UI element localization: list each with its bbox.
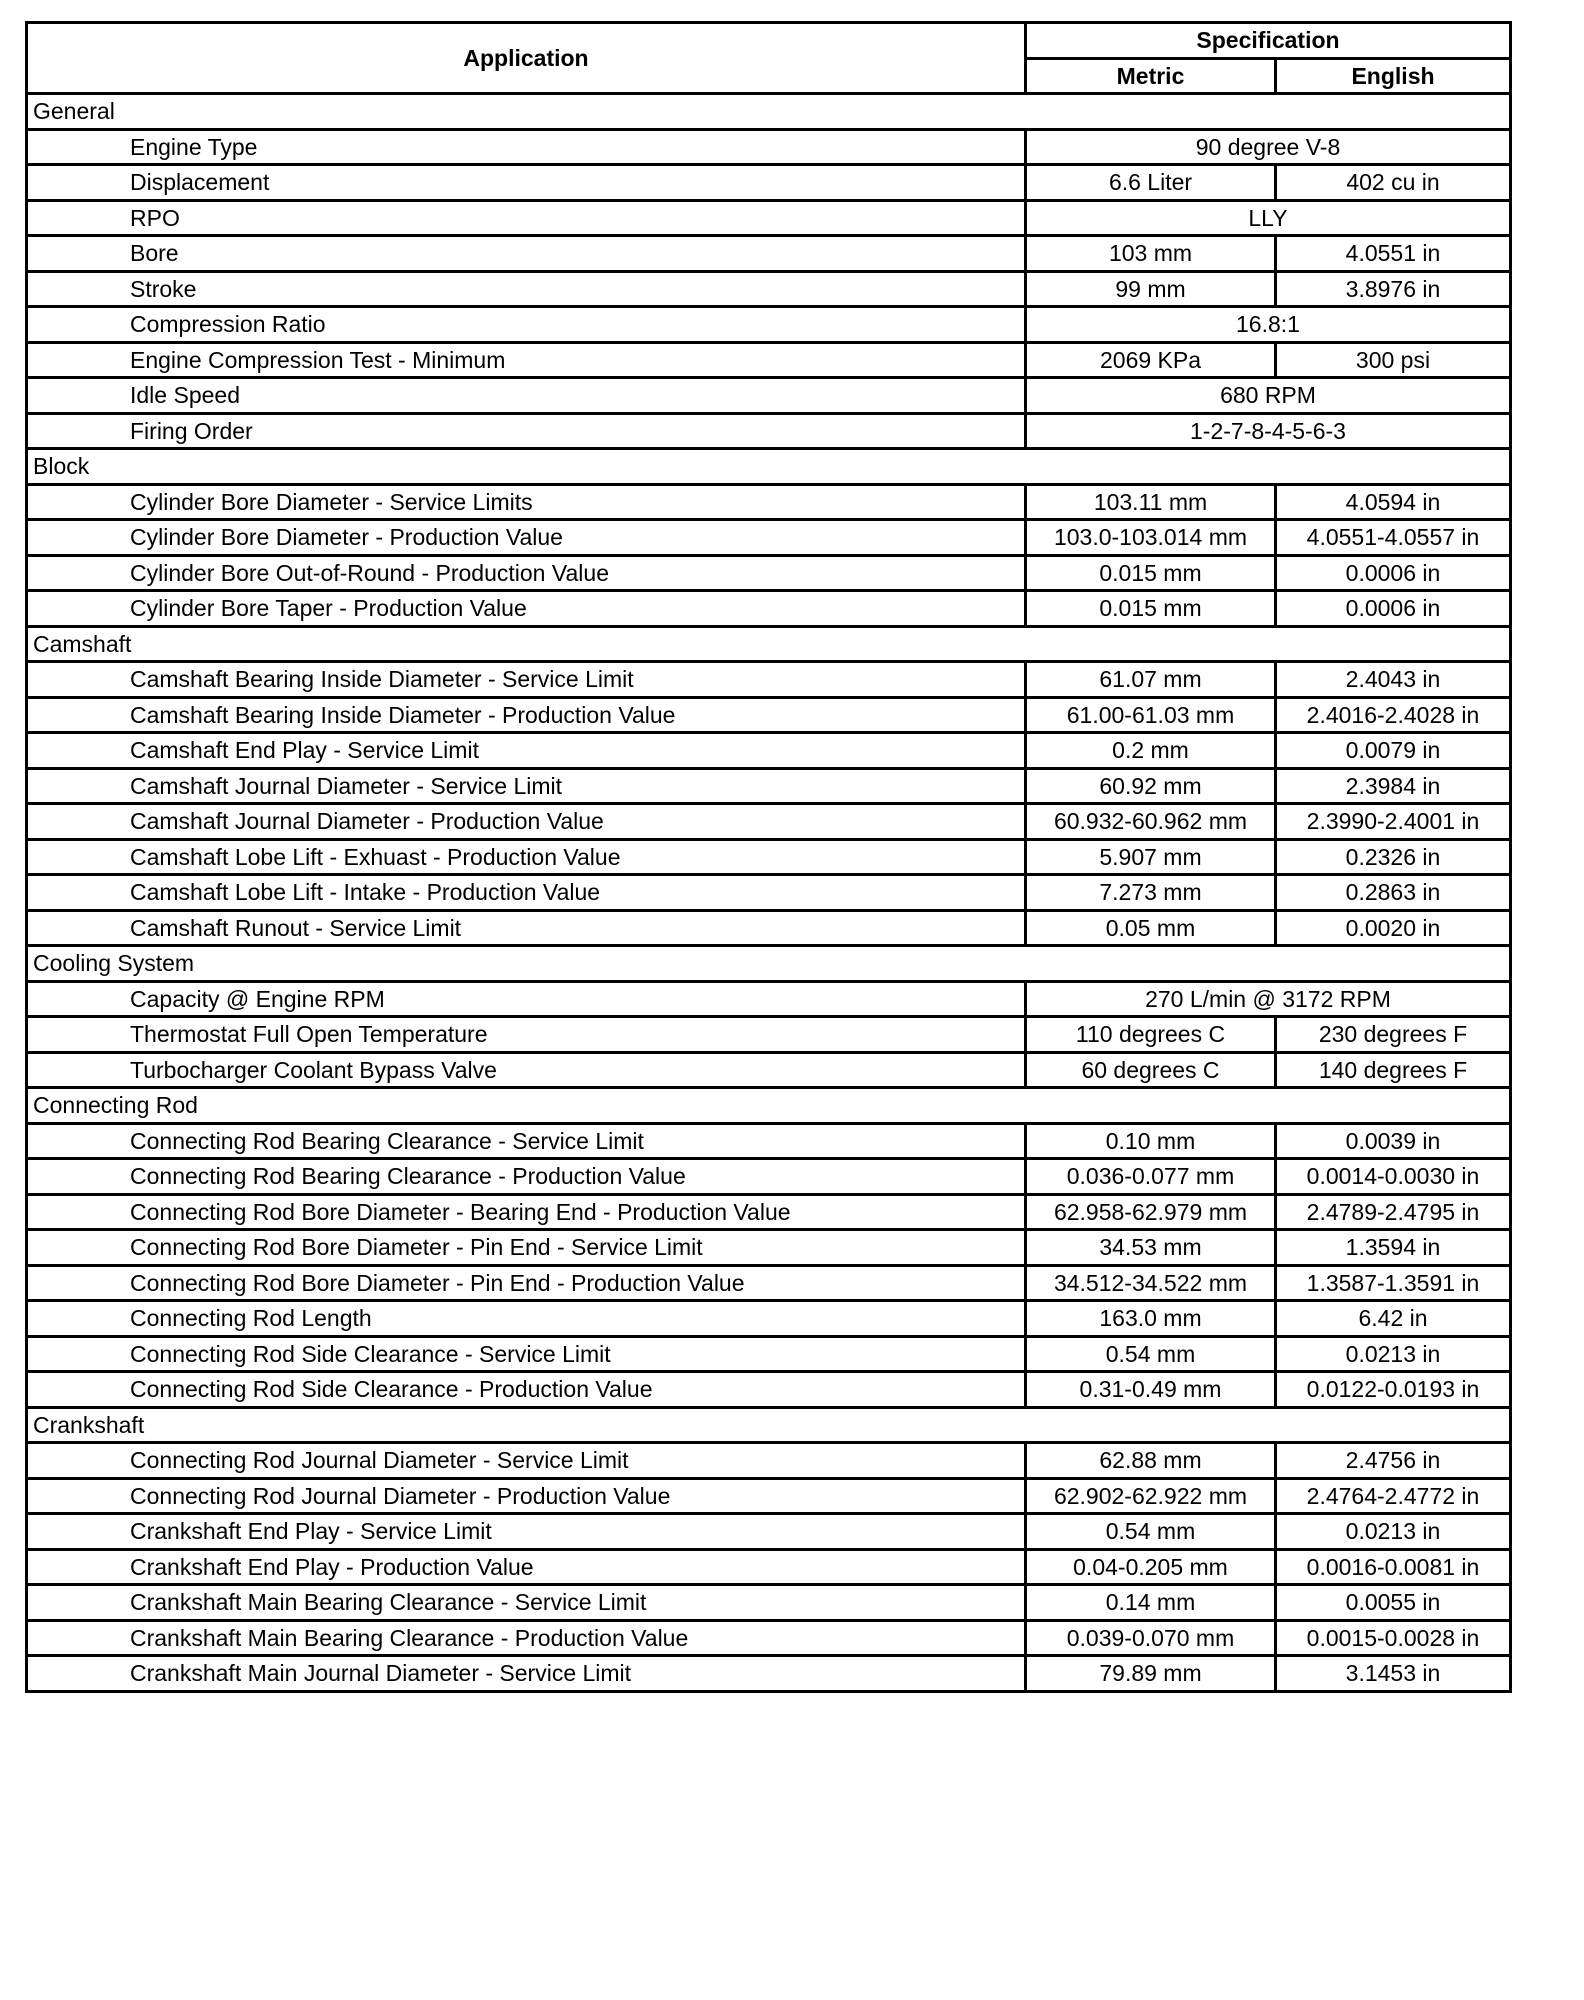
metric-value: 60.92 mm xyxy=(1026,768,1276,804)
table-row xyxy=(27,910,1511,946)
application-label: Crankshaft Main Journal Diameter - Service Limit xyxy=(27,1656,1026,1692)
section-title: Cooling System xyxy=(27,946,1511,982)
application-label: Cylinder Bore Diameter - Service Limits xyxy=(27,484,1026,520)
application-label: Camshaft Bearing Inside Diameter - Production Value xyxy=(27,697,1026,733)
table-row xyxy=(27,1443,1511,1479)
application-label: Camshaft Lobe Lift - Exhuast - Production Value xyxy=(27,839,1026,875)
metric-header: Metric xyxy=(1026,58,1276,94)
table-row xyxy=(27,1620,1511,1656)
metric-value: 5.907 mm xyxy=(1026,839,1276,875)
combined-value: 270 L/min @ 3172 RPM xyxy=(1026,981,1511,1017)
table-row xyxy=(27,555,1511,591)
table-row xyxy=(27,271,1511,307)
table-row xyxy=(27,1336,1511,1372)
application-label: Connecting Rod Bore Diameter - Pin End - Service Limit xyxy=(27,1230,1026,1266)
english-value: 300 psi xyxy=(1276,342,1511,378)
application-label: RPO xyxy=(27,200,1026,236)
application-label: Crankshaft Main Bearing Clearance - Production Value xyxy=(27,1620,1026,1656)
table-row xyxy=(27,1478,1511,1514)
section-row xyxy=(27,626,1511,662)
section-title: Block xyxy=(27,449,1511,485)
application-label: Crankshaft Main Bearing Clearance - Service Limit xyxy=(27,1585,1026,1621)
metric-value: 62.958-62.979 mm xyxy=(1026,1194,1276,1230)
english-value: 4.0551 in xyxy=(1276,236,1511,272)
application-label: Camshaft Journal Diameter - Production Value xyxy=(27,804,1026,840)
application-label: Compression Ratio xyxy=(27,307,1026,343)
english-value: 3.1453 in xyxy=(1276,1656,1511,1692)
metric-value: 0.31-0.49 mm xyxy=(1026,1372,1276,1408)
application-label: Idle Speed xyxy=(27,378,1026,414)
metric-value: 0.54 mm xyxy=(1026,1514,1276,1550)
english-value: 0.0020 in xyxy=(1276,910,1511,946)
table-row xyxy=(27,804,1511,840)
english-value: 0.0006 in xyxy=(1276,555,1511,591)
metric-value: 0.015 mm xyxy=(1026,555,1276,591)
table-row xyxy=(27,1514,1511,1550)
english-value: 0.0014-0.0030 in xyxy=(1276,1159,1511,1195)
application-label: Cylinder Bore Diameter - Production Value xyxy=(27,520,1026,556)
application-label: Crankshaft End Play - Service Limit xyxy=(27,1514,1026,1550)
english-value: 230 degrees F xyxy=(1276,1017,1511,1053)
table-row xyxy=(27,662,1511,698)
english-value: 2.4764-2.4772 in xyxy=(1276,1478,1511,1514)
combined-value: 16.8:1 xyxy=(1026,307,1511,343)
table-row xyxy=(27,1656,1511,1692)
english-value: 2.4016-2.4028 in xyxy=(1276,697,1511,733)
english-value: 6.42 in xyxy=(1276,1301,1511,1337)
application-label: Firing Order xyxy=(27,413,1026,449)
english-value: 2.3990-2.4001 in xyxy=(1276,804,1511,840)
metric-value: 0.015 mm xyxy=(1026,591,1276,627)
english-value: 2.4789-2.4795 in xyxy=(1276,1194,1511,1230)
table-row xyxy=(27,520,1511,556)
english-value: 0.0016-0.0081 in xyxy=(1276,1549,1511,1585)
metric-value: 0.14 mm xyxy=(1026,1585,1276,1621)
specification-body xyxy=(27,94,1511,1692)
application-label: Connecting Rod Length xyxy=(27,1301,1026,1337)
application-label: Engine Type xyxy=(27,129,1026,165)
application-label: Connecting Rod Side Clearance - Production Value xyxy=(27,1372,1026,1408)
metric-value: 110 degrees C xyxy=(1026,1017,1276,1053)
section-row xyxy=(27,1407,1511,1443)
table-row xyxy=(27,1159,1511,1195)
english-value: 0.0006 in xyxy=(1276,591,1511,627)
combined-value: 1-2-7-8-4-5-6-3 xyxy=(1026,413,1511,449)
specification-table xyxy=(25,21,1512,1693)
section-title: General xyxy=(27,94,1511,130)
metric-value: 60.932-60.962 mm xyxy=(1026,804,1276,840)
application-label: Camshaft Runout - Service Limit xyxy=(27,910,1026,946)
metric-value: 0.036-0.077 mm xyxy=(1026,1159,1276,1195)
metric-value: 0.10 mm xyxy=(1026,1123,1276,1159)
metric-value: 103.11 mm xyxy=(1026,484,1276,520)
english-value: 2.4043 in xyxy=(1276,662,1511,698)
metric-value: 61.00-61.03 mm xyxy=(1026,697,1276,733)
application-label: Connecting Rod Bearing Clearance - Service Limit xyxy=(27,1123,1026,1159)
combined-value: LLY xyxy=(1026,200,1511,236)
table-row xyxy=(27,839,1511,875)
section-row xyxy=(27,946,1511,982)
application-header: Application xyxy=(27,23,1026,94)
metric-value: 0.039-0.070 mm xyxy=(1026,1620,1276,1656)
table-row xyxy=(27,236,1511,272)
english-value: 1.3587-1.3591 in xyxy=(1276,1265,1511,1301)
english-value: 2.3984 in xyxy=(1276,768,1511,804)
table-row xyxy=(27,1549,1511,1585)
application-label: Connecting Rod Side Clearance - Service Limit xyxy=(27,1336,1026,1372)
english-value: 0.0213 in xyxy=(1276,1514,1511,1550)
metric-value: 0.2 mm xyxy=(1026,733,1276,769)
section-title: Connecting Rod xyxy=(27,1088,1511,1124)
application-label: Bore xyxy=(27,236,1026,272)
table-row xyxy=(27,200,1511,236)
table-row xyxy=(27,129,1511,165)
table-row xyxy=(27,1017,1511,1053)
table-row xyxy=(27,165,1511,201)
table-row xyxy=(27,981,1511,1017)
metric-value: 7.273 mm xyxy=(1026,875,1276,911)
metric-value: 34.53 mm xyxy=(1026,1230,1276,1266)
section-row xyxy=(27,449,1511,485)
table-row xyxy=(27,1194,1511,1230)
header-row-top xyxy=(27,23,1511,59)
table-row xyxy=(27,1123,1511,1159)
metric-value: 0.05 mm xyxy=(1026,910,1276,946)
metric-value: 103.0-103.014 mm xyxy=(1026,520,1276,556)
english-header: English xyxy=(1276,58,1511,94)
metric-value: 79.89 mm xyxy=(1026,1656,1276,1692)
table-row xyxy=(27,1585,1511,1621)
metric-value: 99 mm xyxy=(1026,271,1276,307)
application-label: Camshaft Bearing Inside Diameter - Service Limit xyxy=(27,662,1026,698)
table-row xyxy=(27,875,1511,911)
metric-value: 6.6 Liter xyxy=(1026,165,1276,201)
table-row xyxy=(27,768,1511,804)
table-row xyxy=(27,1301,1511,1337)
application-label: Camshaft Lobe Lift - Intake - Production Value xyxy=(27,875,1026,911)
application-label: Cylinder Bore Out-of-Round - Production Value xyxy=(27,555,1026,591)
application-label: Cylinder Bore Taper - Production Value xyxy=(27,591,1026,627)
english-value: 1.3594 in xyxy=(1276,1230,1511,1266)
english-value: 0.2326 in xyxy=(1276,839,1511,875)
english-value: 0.2863 in xyxy=(1276,875,1511,911)
english-value: 0.0015-0.0028 in xyxy=(1276,1620,1511,1656)
english-value: 402 cu in xyxy=(1276,165,1511,201)
table-row xyxy=(27,591,1511,627)
table-row xyxy=(27,307,1511,343)
specification-header: Specification xyxy=(1026,23,1511,59)
application-label: Thermostat Full Open Temperature xyxy=(27,1017,1026,1053)
section-row xyxy=(27,94,1511,130)
metric-value: 61.07 mm xyxy=(1026,662,1276,698)
application-label: Camshaft End Play - Service Limit xyxy=(27,733,1026,769)
table-row xyxy=(27,1230,1511,1266)
application-label: Engine Compression Test - Minimum xyxy=(27,342,1026,378)
metric-value: 2069 KPa xyxy=(1026,342,1276,378)
combined-value: 680 RPM xyxy=(1026,378,1511,414)
application-label: Turbocharger Coolant Bypass Valve xyxy=(27,1052,1026,1088)
metric-value: 62.88 mm xyxy=(1026,1443,1276,1479)
section-row xyxy=(27,1088,1511,1124)
english-value: 0.0122-0.0193 in xyxy=(1276,1372,1511,1408)
metric-value: 103 mm xyxy=(1026,236,1276,272)
section-title: Crankshaft xyxy=(27,1407,1511,1443)
section-title: Camshaft xyxy=(27,626,1511,662)
english-value: 0.0079 in xyxy=(1276,733,1511,769)
application-label: Camshaft Journal Diameter - Service Limit xyxy=(27,768,1026,804)
english-value: 140 degrees F xyxy=(1276,1052,1511,1088)
application-label: Crankshaft End Play - Production Value xyxy=(27,1549,1026,1585)
table-row xyxy=(27,697,1511,733)
application-label: Connecting Rod Bore Diameter - Pin End - Production Value xyxy=(27,1265,1026,1301)
metric-value: 62.902-62.922 mm xyxy=(1026,1478,1276,1514)
table-row xyxy=(27,484,1511,520)
application-label: Stroke xyxy=(27,271,1026,307)
metric-value: 163.0 mm xyxy=(1026,1301,1276,1337)
application-label: Connecting Rod Journal Diameter - Production Value xyxy=(27,1478,1026,1514)
english-value: 0.0213 in xyxy=(1276,1336,1511,1372)
english-value: 4.0551-4.0557 in xyxy=(1276,520,1511,556)
table-row xyxy=(27,733,1511,769)
english-value: 3.8976 in xyxy=(1276,271,1511,307)
english-value: 0.0039 in xyxy=(1276,1123,1511,1159)
table-row xyxy=(27,1372,1511,1408)
table-row xyxy=(27,1052,1511,1088)
application-label: Connecting Rod Bearing Clearance - Production Value xyxy=(27,1159,1026,1195)
application-label: Capacity @ Engine RPM xyxy=(27,981,1026,1017)
table-row xyxy=(27,1265,1511,1301)
metric-value: 0.54 mm xyxy=(1026,1336,1276,1372)
english-value: 4.0594 in xyxy=(1276,484,1511,520)
application-label: Connecting Rod Journal Diameter - Service Limit xyxy=(27,1443,1026,1479)
table-row xyxy=(27,342,1511,378)
combined-value: 90 degree V-8 xyxy=(1026,129,1511,165)
metric-value: 0.04-0.205 mm xyxy=(1026,1549,1276,1585)
application-label: Displacement xyxy=(27,165,1026,201)
english-value: 0.0055 in xyxy=(1276,1585,1511,1621)
application-label: Connecting Rod Bore Diameter - Bearing End - Production Value xyxy=(27,1194,1026,1230)
table-row xyxy=(27,378,1511,414)
metric-value: 34.512-34.522 mm xyxy=(1026,1265,1276,1301)
english-value: 2.4756 in xyxy=(1276,1443,1511,1479)
metric-value: 60 degrees C xyxy=(1026,1052,1276,1088)
table-row xyxy=(27,413,1511,449)
